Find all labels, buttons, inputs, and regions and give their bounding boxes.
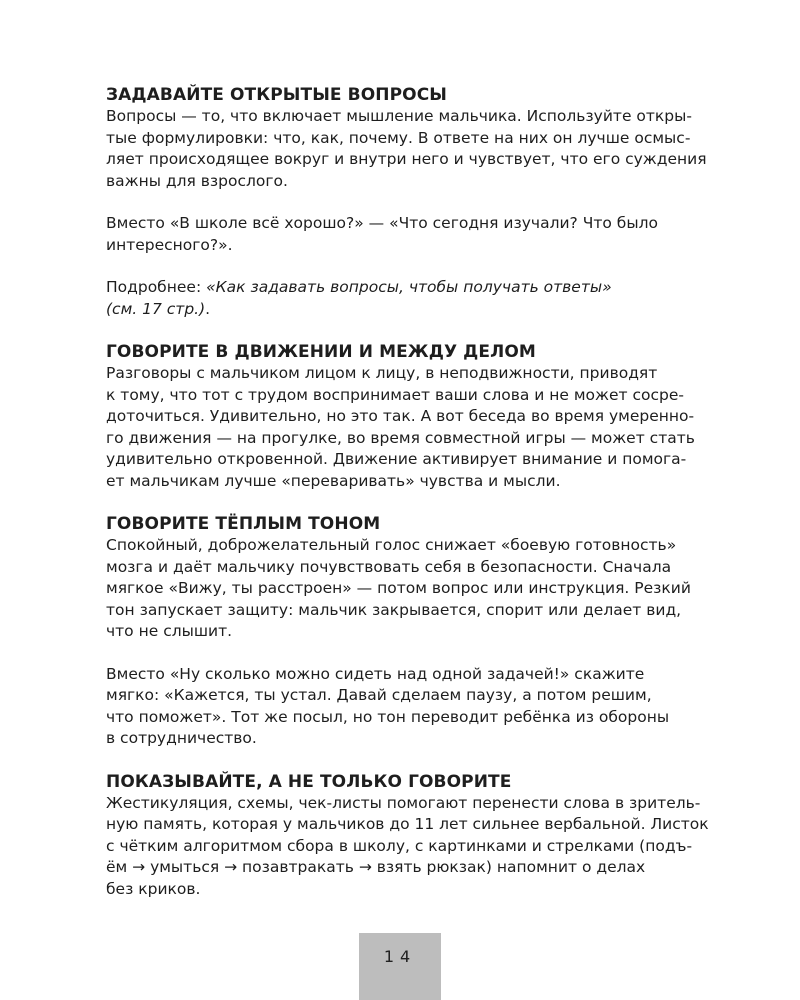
text-line: го движения — на прогулке, во время совместной игры — может стать (106, 428, 695, 447)
section-talk-in-motion (106, 341, 706, 492)
page-number-tab (359, 933, 441, 1000)
text-line: Вместо «Ну сколько можно сидеть над одной задачей!» скажите (106, 664, 645, 683)
reference-suffix: . (205, 299, 211, 318)
text-line: ём → умыться → позавтракать → взять рюкзак) напомнит о делах (106, 858, 646, 876)
section-open-questions (106, 84, 706, 320)
text-line: Жестикуляция, схемы, чек-листы помогают перенести слова в зритель- (106, 793, 701, 812)
text-line: ную память, которая у мальчиков до 11 лет сильнее вербальной. Листок (106, 815, 709, 833)
reference-paragraph (106, 277, 706, 320)
text-line: мозга и даёт мальчику почувствовать себя в безопасности. Сначала (106, 557, 672, 576)
page-number: 14 (383, 947, 417, 966)
section-show-dont-tell (106, 771, 709, 901)
section-heading: ГОВОРИТЕ ТЁПЛЫМ ТОНОМ (106, 514, 381, 534)
text-line: мягко: «Кажется, ты устал. Давай сделаем паузу, а потом решим, (106, 686, 652, 704)
text-line: ет мальчикам лучше «переваривать» чувства и мысли. (106, 471, 561, 490)
paragraph (106, 363, 706, 492)
text-line: тон запускает защиту: мальчик закрывается, спорит или делает вид, (106, 600, 682, 619)
text-line: без криков. (106, 879, 201, 898)
paragraph (106, 535, 706, 643)
paragraph (106, 793, 709, 901)
text-line: интересного?». (106, 235, 233, 254)
section-heading: ГОВОРИТЕ В ДВИЖЕНИИ И МЕЖДУ ДЕЛОМ (106, 342, 536, 362)
text-line: что не слышит. (106, 622, 233, 640)
reference-page: (см. 17 стр.) (106, 299, 206, 318)
text-line: Вопросы — то, что включает мышление мальчика. Используйте откры- (106, 107, 692, 125)
text-line: в сотрудничество. (106, 729, 257, 747)
reference-prefix: Подробнее: (106, 278, 207, 296)
text-line: мягкое «Вижу, ты расстроен» — потом вопрос или инструкция. Резкий (106, 579, 691, 597)
text-line: Спокойный, доброжелательный голос снижает «боевую готовность» (106, 536, 677, 554)
text-line: Вместо «В школе всё хорошо?» — «Что сегодня изучали? Что было (106, 214, 658, 232)
section-warm-tone (106, 513, 706, 750)
page-content (106, 84, 709, 900)
text-line: к тому, что тот с трудом воспринимает ваши слова и не может сосре- (106, 385, 684, 404)
text-line: важны для взрослого. (106, 171, 288, 190)
text-line: удивительно откровенной. Движение активирует внимание и помога- (106, 450, 687, 468)
text-line: доточиться. Удивительно, но это так. А вот беседа во время умеренно- (106, 407, 695, 425)
text-line: тые формулировки: что, как, почему. В ответе на них он лучше осмыс- (106, 128, 691, 147)
example-paragraph (106, 664, 706, 750)
reference-title: «Как задавать вопросы, чтобы получать ответы» (206, 278, 612, 296)
text-line: что поможет». Тот же посыл, но тон переводит ребёнка из обороны (106, 707, 670, 726)
section-heading: ЗАДАВАЙТЕ ОТКРЫТЫЕ ВОПРОСЫ (106, 85, 447, 105)
text-line: Разговоры с мальчиком лицом к лицу, в неподвижности, приводят (106, 364, 658, 382)
text-line: ляет происходящее вокруг и внутри него и чувствует, что его суждения (106, 150, 707, 168)
text-line: с чётким алгоритмом сбора в школу, с картинками и стрелками (подъ- (106, 836, 693, 855)
example-paragraph (106, 213, 706, 256)
paragraph (106, 106, 706, 192)
section-heading: ПОКАЗЫВАЙТЕ, А НЕ ТОЛЬКО ГОВОРИТЕ (106, 771, 512, 792)
